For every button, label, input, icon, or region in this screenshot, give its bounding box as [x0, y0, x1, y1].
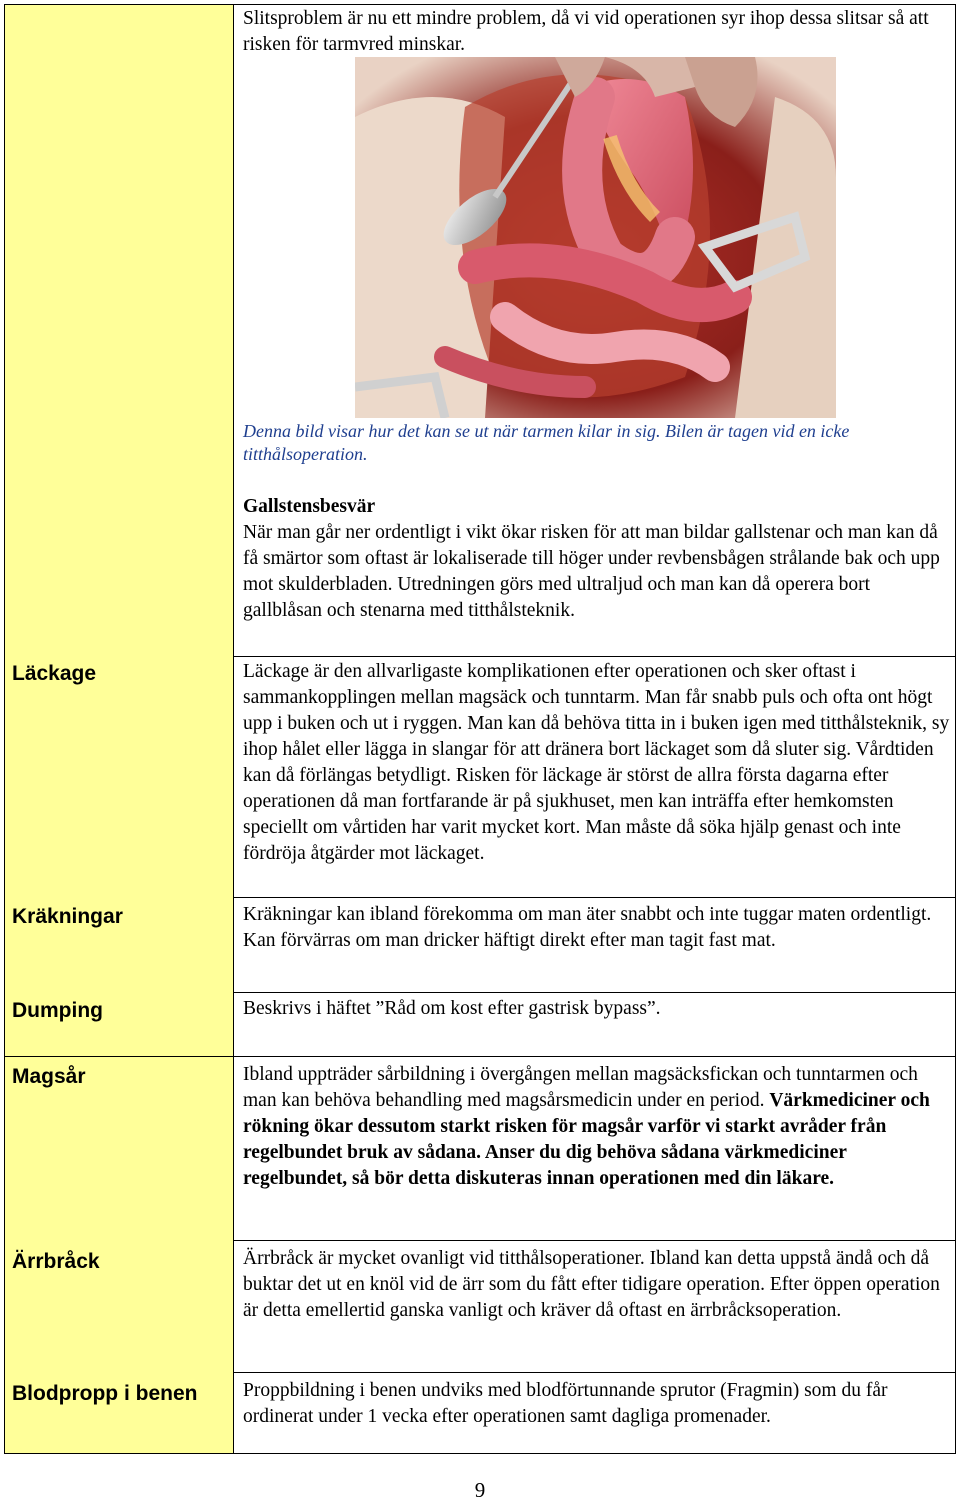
- blodpropp-paragraph: Proppbildning i benen undviks med blodförtunnande sprutor (Fragmin) som du får ordinerat under 1 vecka efter operationen samt dagliga promenader.: [243, 1380, 888, 1427]
- row-divider: [233, 992, 956, 993]
- intro-paragraph: Slitsproblem är nu ett mindre problem, då vi vid operationen syr ihop dessa slitsar så att risken för tarmvred minskar.: [243, 8, 929, 55]
- row-divider: [233, 1372, 956, 1373]
- magsar-warning-text: Värkmediciner och rökning ökar dessutom starkt risken för magsår varför vi starkt avråder från regelbundet bruk av sådana. Anser du dig behöva sådana värkmediciner regelbundet, så bör detta diskuteras innan operationen med din läkare.: [243, 1090, 930, 1189]
- gallstone-paragraph: När man går ner ordentligt i vikt ökar risken för att man bildar gallstenar och man kan då få smärtor som oftast är lokaliserade till höger under revbensbågen strålande bak och upp mot skulderbladen. Utredningen görs med ultraljud och man kan då operera bort gallblåsan och stenarna med titthålsteknik.: [243, 522, 940, 621]
- lackage-paragraph: Läckage är den allvarligaste komplikationen efter operationen och sker oftast i sammankopplingen mellan magsäck och tunntarm. Man får snabb puls och ofta ont högt upp i buken och ut i ryggen. Man kan då behöva titta in i buken igen med titthålsteknik, sy ihop hålet eller lägga in slangar för att dränera bort läckaget som då sluter sig. Vårdtiden kan då förlängas betydligt. Risken för läckage är störst de allra första dagarna efter operationen då man fortfarande är på sjukhuset, men kan inträffa efter hemkomsten speciellt om vårtiden har varit mycket kort. Man måste då söka hjälp genast och inte fördröja åtgärder mot läckaget.: [243, 661, 950, 864]
- table-border-left: [4, 4, 5, 1454]
- row-divider: [4, 1056, 956, 1057]
- row-label-blodpropp: Blodpropp i benen: [12, 1382, 198, 1405]
- row-label-krakningar: Kräkningar: [12, 905, 123, 928]
- row-divider: [233, 656, 956, 657]
- label-column: [4, 4, 233, 1454]
- column-divider: [233, 4, 234, 1454]
- table-border-bottom: [4, 1453, 956, 1454]
- table-border-right: [955, 4, 956, 1454]
- row-divider: [233, 1240, 956, 1241]
- dumping-paragraph: Beskrivs i häftet ”Råd om kost efter gastrisk bypass”.: [243, 998, 661, 1019]
- gallstone-heading: Gallstensbesvär: [243, 496, 376, 517]
- table-border-top: [4, 4, 956, 5]
- surgery-photo: [355, 57, 836, 418]
- arrbrack-paragraph: Ärrbråck är mycket ovanligt vid titthålsoperationer. Ibland kan detta uppstå ändå och då buktar det ut en knöl vid de ärr som du fått efter tidigare operation. Efter öppen operation är detta emellertid ganska vanligt och kräver då oftast en ärrbråcksoperation.: [243, 1248, 940, 1321]
- row-label-dumping: Dumping: [12, 999, 103, 1022]
- row-label-magsar: Magsår: [12, 1065, 86, 1088]
- row-label-arrbrack: Ärrbråck: [12, 1250, 100, 1273]
- magsar-paragraph: [243, 1062, 951, 1192]
- magsar-text: Ibland uppträder sårbildning i övergången mellan magsäcksfickan och tunntarmen och man kan behöva behandling med magsårsmedicin under en period.: [243, 1064, 918, 1111]
- krakningar-paragraph: Kräkningar kan ibland förekomma om man äter snabbt och inte tuggar maten ordentligt. Kan förvärras om man dricker häftigt direkt efter man tagit fast mat.: [243, 904, 932, 951]
- row-divider: [233, 897, 956, 898]
- photo-caption: Denna bild visar hur det kan se ut när tarmen kilar in sig. Bilen är tagen vid en icke titthålsoperation.: [243, 421, 850, 464]
- page-number: 9: [474, 1478, 486, 1502]
- row-label-lackage: Läckage: [12, 662, 97, 685]
